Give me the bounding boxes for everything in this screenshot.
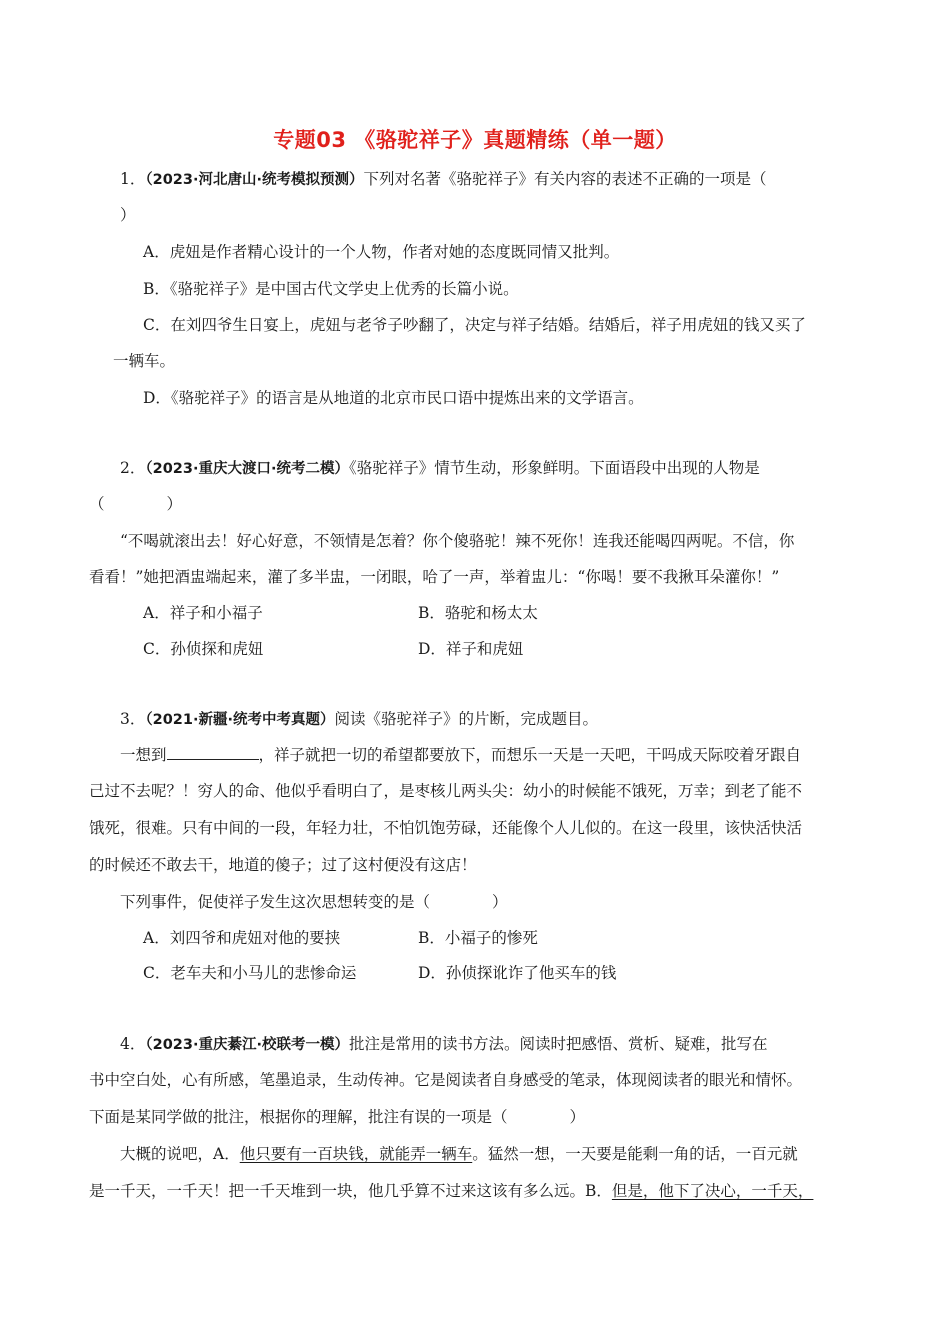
q4-passage-line2 [89, 1181, 813, 1201]
q1-option-a: A．虎妞是作者精心设计的一个人物，作者对她的态度既同情又批判。 [143, 243, 620, 261]
q4-number: 4． [120, 1035, 146, 1053]
q2-source: （2023·重庆大渡口·统考二模） [145, 461, 349, 477]
q2-stem [120, 458, 760, 479]
q1-option-c: C．在刘四爷生日宴上，虎妞与老爷子吵翻了，决定与祥子结婚。结婚后，祥子用虎妞的钱又买了 [143, 316, 806, 334]
q3-stem-text: 阅读《骆驼祥子》的片断，完成题目。 [334, 710, 599, 728]
page-title: 专题03 《骆驼祥子》真题精练（单一题） [273, 128, 677, 152]
q4-stem-line3: 下面是某同学做的批注，根据你的理解，批注有误的一项是（ ） [89, 1108, 586, 1126]
q3-number: 3． [120, 710, 146, 728]
q2-passage-cont: 看看！”她把酒盅端起来，灌了多半盅，一闭眼，哈了一声，举着盅儿：“你喝！要不我揪耳朵灌你！” [89, 568, 780, 586]
q1-option-d: D．《骆驼祥子》的语言是从地道的北京市民口语中提炼出来的文学语言。 [143, 389, 644, 407]
q2-stem-text: 《骆驼祥子》情节生动，形象鲜明。下面语段中出现的人物是 [349, 459, 760, 477]
q3-stem [120, 709, 598, 730]
q2-number: 2． [120, 459, 146, 477]
q4-passage-rest: 。猛然一想，一天要是能剩一角的话，一百元就 [472, 1145, 798, 1163]
q3-passage [120, 745, 801, 765]
q4-passage [120, 1144, 798, 1164]
q1-number: 1． [120, 170, 146, 188]
q4-passage-line2-start: 是一千天，一千天！把一千天堆到一块，他几乎算不过来这该有多么远。B． [89, 1182, 612, 1200]
q2-option-a: A．祥子和小福子 [143, 604, 263, 622]
q2-option-c: C．孙侦探和虎妞 [143, 640, 264, 658]
q4-source: （2023·重庆綦江·校联考一模） [145, 1037, 349, 1053]
q2-answer-blank: （ ） [89, 495, 183, 513]
q2-option-d: D．祥子和虎妞 [418, 640, 524, 658]
q3-source: （2021·新疆·统考中考真题） [145, 712, 335, 728]
q1-source: （2023·河北唐山·统考模拟预测） [145, 172, 364, 188]
q3-question: 下列事件，促使祥子发生这次思想转变的是（ ） [120, 893, 508, 911]
q3-passage-line4: 的时候还不敢去干，地道的傻子；过了这村便没有这店！ [89, 856, 477, 874]
q3-option-b: B．小福子的惨死 [418, 929, 538, 947]
q1-stem [120, 169, 767, 190]
q4-underlined-a: 他只要有一百块钱，就能弄一辆车 [239, 1145, 473, 1163]
q3-option-d: D．孙侦探讹诈了他买车的钱 [418, 964, 617, 982]
q1-stem-text: 下列对名著《骆驼祥子》有关内容的表述不正确的一项是（ [363, 170, 767, 188]
q1-option-c-cont: 一辆车。 [113, 352, 176, 370]
q4-stem-text: 批注是常用的读书方法。阅读时把感悟、赏析、疑难，批写在 [349, 1035, 768, 1053]
q3-passage-start: 一想到 [120, 746, 167, 764]
q3-fill-blank [167, 745, 259, 760]
q3-passage-rest: ，祥子就把一切的希望都要放下，而想乐一天是一天吧，干吗成天际咬着牙跟自 [258, 746, 802, 764]
q1-stem-cont: ） [120, 206, 136, 224]
q4-stem [120, 1034, 768, 1055]
q1-option-b: B．《骆驼祥子》是中国古代文学史上优秀的长篇小说。 [143, 280, 519, 298]
q3-option-a: A．刘四爷和虎妞对他的要挟 [143, 929, 341, 947]
q4-passage-start: 大概的说吧，A． [120, 1145, 240, 1163]
q4-stem-line2: 书中空白处，心有所感，笔墨追录，生动传神。它是阅读者自身感受的笔录，体现阅读者的眼光和情怀。 [89, 1071, 803, 1089]
q3-option-c: C．老车夫和小马儿的悲惨命运 [143, 964, 357, 982]
q2-option-b: B．骆驼和杨太太 [418, 604, 538, 622]
q3-passage-line3: 饿死，很难。只有中间的一段，年轻力壮，不怕饥饱劳碌，还能像个人儿似的。在这一段里，该快活快活 [89, 819, 803, 837]
q3-passage-line2: 己过不去呢？！穷人的命、他似乎看明白了，是枣核儿两头尖：幼小的时候能不饿死，万幸；到老了能不 [89, 782, 803, 800]
q4-underlined-b: 但是，他下了决心，一千天， [611, 1182, 814, 1200]
q2-passage: “不喝就滚出去！好心好意，不领情是怎着？你个傻骆驼！辣不死你！连我还能喝四两呢。不信，你 [120, 532, 795, 550]
